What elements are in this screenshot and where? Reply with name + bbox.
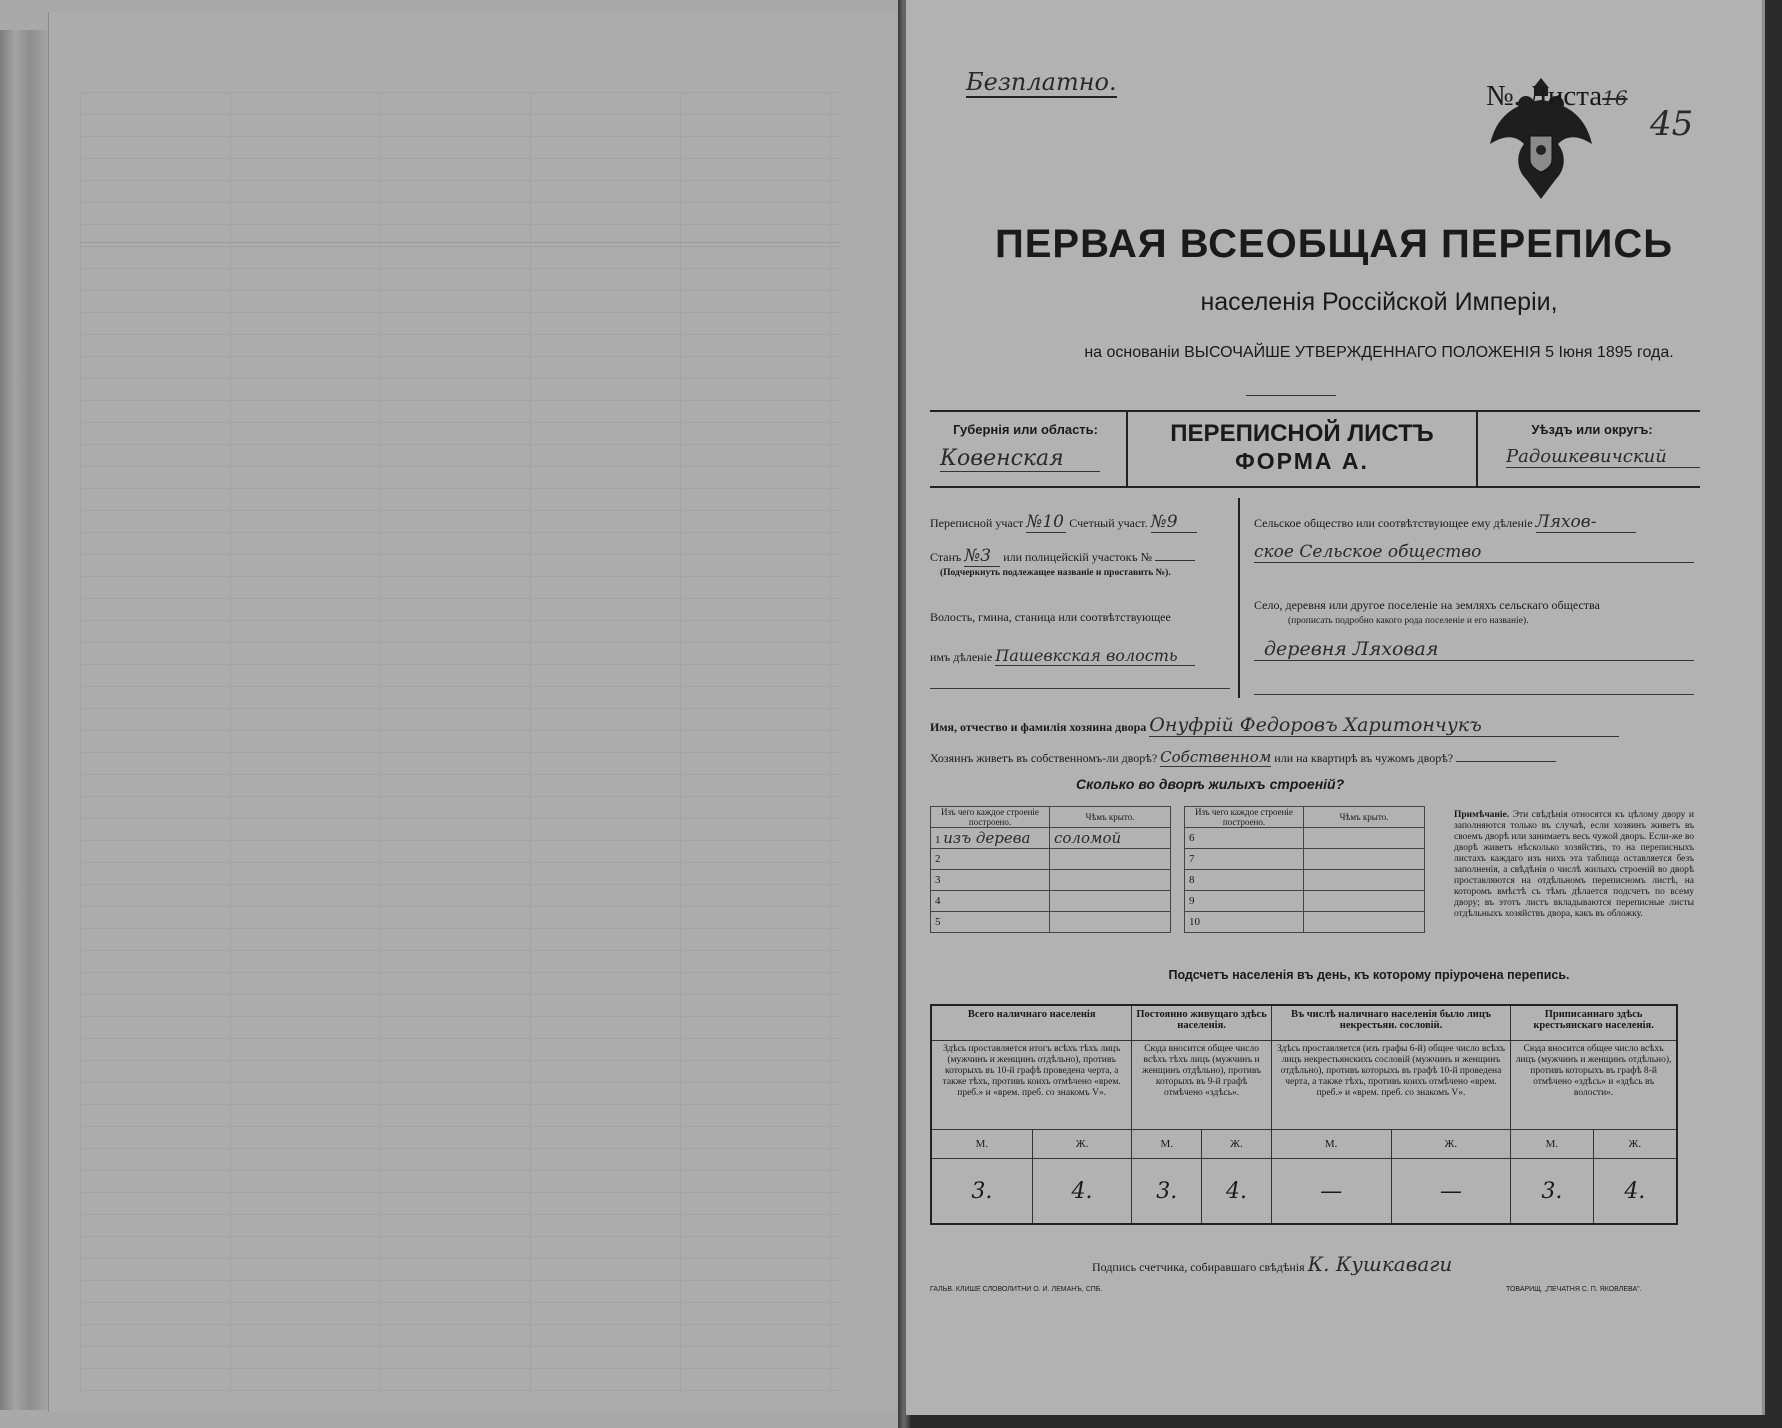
male-label: М.	[1511, 1130, 1593, 1159]
dwellings-table-right	[1184, 806, 1425, 933]
census-sheet-title: ПЕРЕПИСНОЙ ЛИСТЪ	[1170, 420, 1434, 447]
police-label: или полицейскій участокъ №	[1003, 550, 1153, 564]
row-number: 9	[1185, 891, 1304, 912]
census-district-row	[930, 512, 1197, 533]
village-extra-line	[1254, 694, 1694, 695]
volost-label: Волость, гмина, станица или соотвѣтствующее	[930, 610, 1171, 624]
female-label: Ж.	[1391, 1130, 1511, 1159]
dwelling-row	[1185, 891, 1425, 912]
registered-female-count: 4.	[1593, 1159, 1677, 1225]
dwelling-row	[931, 891, 1171, 912]
row-number: 2	[931, 849, 1050, 870]
count-district-value: №9	[1151, 512, 1197, 533]
village-note: (прописать подробно какого рода поселеніе и его названіе).	[1288, 616, 1529, 626]
dwelling-row	[1185, 849, 1425, 870]
census-main-title: ПЕРВАЯ ВСЕОБЩАЯ ПЕРЕПИСЬ	[995, 222, 1673, 266]
female-label: Ж.	[1202, 1130, 1272, 1159]
dwellings-col-roof: Чѣмъ крыто.	[1304, 807, 1425, 828]
row-number: 7	[1185, 849, 1304, 870]
census-legal-basis: на основаніи ВЫСОЧАЙШЕ УТВЕРЖДЕННАГО ПОЛОЖЕНІЯ 5 Іюня 1895 года.	[1084, 344, 1674, 361]
owner-row	[930, 714, 1619, 737]
dwelling-row	[931, 912, 1171, 933]
form-vertical-divider	[1238, 498, 1240, 698]
dwellings-col-material: Изъ чего каждое строеніе построено.	[931, 807, 1050, 828]
note-text: Эти свѣдѣнія относятся къ цѣлому двору и заполняются только въ случаѣ, если хозяинъ живетъ въ своемъ дворѣ или занимаетъ весь чужой дворъ. Если-же во дворѣ живетъ нѣсколько хозяйствъ, то на переписныхъ листахъ каждаго изъ нихъ эта таблица оставляется безъ заполненія, а свѣдѣнія о числѣ жилыхъ строеній во дворѣ проставляются на отдѣльномъ переписномъ листѣ, на которомъ вмѣстѣ съ тѣмъ дѣлается подсчетъ по всему двору; въ этотъ листъ вкладываются переписные листы отдѣльныхъ хозяйствъ двора, какъ въ обложку.	[1454, 810, 1694, 919]
rural-society-value-2: ское Сельское общество	[1254, 542, 1694, 563]
village-label: Село, деревня или другое поселеніе на земляхъ сельскаго общества	[1254, 598, 1600, 612]
bleed-through-grid	[80, 92, 840, 1392]
male-label: М.	[1132, 1130, 1202, 1159]
uezd-label: Уѣздъ или округъ:	[1531, 422, 1653, 437]
permanent-female-count: 4.	[1202, 1159, 1272, 1225]
dwellings-col-roof: Чѣмъ крыто.	[1050, 807, 1171, 828]
male-label: М.	[931, 1130, 1032, 1159]
printer-left: ГАЛЬВ. КЛИШЕ СЛОВОЛИТНИ О. И. ЛЕМАНЪ, СПБ.	[930, 1286, 1103, 1293]
ornament-divider	[1246, 395, 1336, 396]
lives-label: Хозяинъ живетъ въ собственномъ-ли дворѣ?	[930, 751, 1158, 765]
count-district-label: Счетный участ.	[1069, 516, 1148, 530]
volost-label-2: имъ дѣленіе	[930, 650, 993, 664]
free-label: Безплатно.	[966, 68, 1117, 96]
pop-col-permanent-desc: Сюда вносится общее число всѣхъ тѣхъ лицъ (мужчинъ и женщинъ отдѣльно), противъ которыхъ въ 9-й графѣ отмѣчено «здѣсь».	[1132, 1041, 1271, 1130]
gubernia-label: Губернія или область:	[953, 422, 1098, 437]
dwelling-row	[931, 828, 1171, 849]
volost-value: Пашевкская волость	[995, 646, 1195, 666]
stan-row	[930, 546, 1195, 567]
nonpeasant-female-count: —	[1391, 1159, 1511, 1225]
row-number: 10	[1185, 912, 1304, 933]
dwellings-table-left	[930, 806, 1171, 933]
gubernia-value: Ковенская	[940, 446, 1100, 472]
stan-value: №3	[964, 546, 1000, 567]
owner-label: Имя, отчество и фамилія хозяина двора	[930, 720, 1147, 734]
population-heading: Подсчетъ населенія въ день, къ которому пріурочена перепись.	[1168, 968, 1570, 982]
permanent-male-count: 3.	[1132, 1159, 1202, 1225]
signature-row	[1092, 1252, 1498, 1276]
female-label: Ж.	[1032, 1130, 1132, 1159]
stan-label: Станъ	[930, 550, 962, 564]
row-number: 5	[931, 912, 1050, 933]
form-header-box	[930, 410, 1700, 486]
village-value: деревня Ляховая	[1254, 638, 1694, 661]
nonpeasant-male-count: —	[1271, 1159, 1391, 1225]
sheet-number-label: №. Листа	[1486, 80, 1603, 112]
owner-value: Онуфрій Федоровъ Харитончукъ	[1149, 714, 1619, 737]
sheet-number-handwritten: 45	[1650, 104, 1694, 144]
lives-value: Собственном	[1160, 748, 1272, 766]
volost-row	[930, 646, 1195, 666]
dwelling-roof: соломой	[1050, 828, 1171, 849]
page-stack-edges	[0, 30, 50, 1410]
female-label: Ж.	[1593, 1130, 1677, 1159]
sheet-number-struck: 16	[1602, 86, 1628, 110]
row-number: 1	[935, 834, 941, 846]
signature-value: К. Кушкаваги	[1307, 1252, 1453, 1276]
dwellings-heading: Сколько во дворѣ жилыхъ строеній?	[1076, 776, 1345, 792]
census-district-value: №10	[1026, 512, 1066, 533]
row-number: 4	[931, 891, 1050, 912]
census-district-label: Переписной участ	[930, 516, 1024, 530]
printer-right: ТОВАРИЩ. „ПЕЧАТНЯ С. П. ЯКОВЛЕВА".	[1506, 1286, 1642, 1293]
dwellings-col-material: Изъ чего каждое строеніе построено.	[1185, 807, 1304, 828]
registered-male-count: 3.	[1511, 1159, 1593, 1225]
pop-col-total-desc: Здѣсь проставляется итогъ всѣхъ тѣхъ лицъ (мужчинъ и женщинъ отдѣльно), противъ которыхъ въ 10-й графѣ проведена черта, а также тѣхъ, противъ коихъ отмѣчено «врем. преб.» и «врем. преб. со знакомъ V».	[931, 1041, 1132, 1130]
note-title: Примѣчаніе.	[1454, 810, 1510, 820]
rural-society-row	[1254, 512, 1636, 533]
dwelling-row	[931, 870, 1171, 891]
signature-label: Подпись счетчика, собиравшаго свѣдѣнія	[1092, 1260, 1305, 1274]
dwelling-material: изъ дерева	[943, 829, 1031, 847]
male-label: М.	[1271, 1130, 1391, 1159]
volost-extra-line	[930, 688, 1230, 689]
census-subtitle: населенія Россійской Имперіи,	[1200, 288, 1558, 316]
pop-col-registered-desc: Сюда вносится общее число всѣхъ лицъ (мужчинъ и женщинъ отдѣльно), противъ которыхъ въ графѣ 8-й отмѣчено «здѣсь» и «здѣсь въ волости».	[1511, 1041, 1677, 1130]
row-number: 3	[931, 870, 1050, 891]
dwellings-note	[1454, 810, 1694, 920]
pop-col-nonpeasant-title: Въ числѣ наличнаго населенія было лицъ некрестьян. сословій.	[1271, 1005, 1510, 1041]
pop-col-registered-title: Приписаннаго здѣсь крестьянскаго населенія.	[1511, 1005, 1677, 1041]
total-female-count: 4.	[1032, 1159, 1132, 1225]
rural-society-label: Сельское общество или соотвѣтствующее ему дѣленіе	[1254, 516, 1533, 530]
row-number: 6	[1185, 828, 1304, 849]
rural-society-value: Ляхов-	[1536, 512, 1636, 533]
dwelling-row	[931, 849, 1171, 870]
form-header-bottom-rule	[930, 486, 1700, 488]
pop-col-total-title: Всего наличнаго населенія	[931, 1005, 1132, 1041]
lives-label-2: или на квартирѣ въ чужомъ дворѣ?	[1274, 751, 1454, 765]
underline-note: (Подчеркнуть подлежащее названіе и проставить №).	[940, 568, 1171, 578]
form-a-title: ФОРМА А.	[1235, 448, 1369, 474]
pop-col-nonpeasant-desc: Здѣсь проставляется (изъ графы 6-й) общее число всѣхъ лицъ некрестьянскихъ сословій (мужчинъ и женщинъ отдѣльно), противъ которыхъ въ графѣ 10-й проведена черта, а также тѣхъ, противъ коихъ отмѣчено «врем. преб.» и «врем. преб. со знакомъ V».	[1271, 1041, 1510, 1130]
dwelling-row	[1185, 828, 1425, 849]
pop-col-permanent-title: Постоянно живущаго здѣсь населенія.	[1132, 1005, 1271, 1041]
dwelling-row	[1185, 912, 1425, 933]
uezd-value: Радошкевичский	[1506, 446, 1700, 468]
census-form-page	[906, 0, 1765, 1415]
dwelling-row	[1185, 870, 1425, 891]
total-male-count: 3.	[931, 1159, 1032, 1225]
lives-row	[930, 748, 1556, 767]
row-number: 8	[1185, 870, 1304, 891]
form-title-box	[1126, 412, 1478, 486]
population-table	[930, 1004, 1678, 1225]
sheet-number-block	[1486, 80, 1628, 113]
